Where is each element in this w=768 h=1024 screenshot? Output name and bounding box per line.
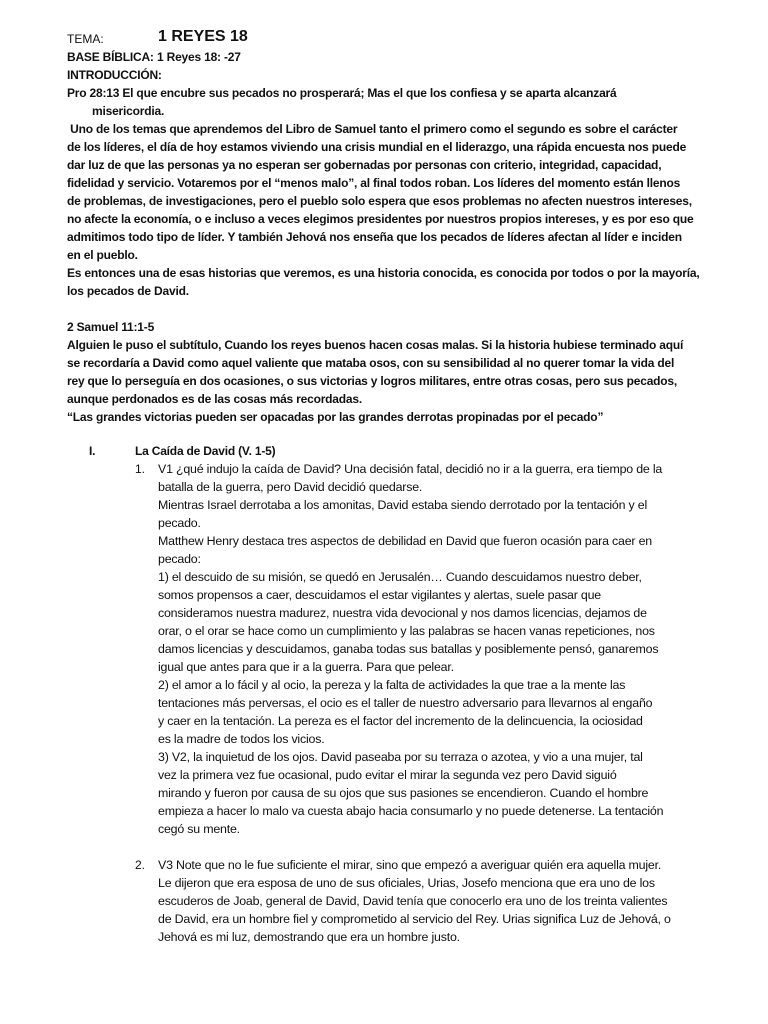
introduccion-heading: INTRODUCCIÓN: [67,68,162,82]
samuel-paragraph-line: aunque perdonados es de las cosas más recordadas. [67,392,362,406]
list-item-line: Mientras Israel derrotaba a los amonitas, David estaba siendo derrotado por la tentación y el [158,498,648,512]
base-biblica-row [67,48,703,66]
base-biblica-value: 1 Reyes 18: -27 [157,50,241,64]
list-item-line: tentaciones más perversas, el ocio es el taller de nuestro adversario para llevarnos al engaño [158,696,653,710]
list-item-number: 2. [135,858,146,872]
tema-row [67,28,703,48]
base-biblica-label: BASE BÍBLICA: [67,50,154,64]
intro-paragraph-line: dar luz de que las personas ya no esperan ser gobernadas por personas con criterio, integridad, capacidad, [67,158,662,172]
list-item-line: batalla de la guerra, pero David decidió quedarse. [158,480,423,494]
intro-paragraph-line: no afecte la economía, o e incluso a veces elegimos presidentes por nuestros propios intereses, y es por eso que [67,212,694,226]
list-item-line: Jehová es mi luz, demostrando que era un hombre justo. [158,930,460,944]
section-number: I. [89,444,96,458]
list-item-line: damos licencias y descuidamos, ganaba todas sus batallas y posiblemente pensó, ganaremos [158,642,659,656]
list-item-line: somos propensos a caer, descuidamos el estar vigilantes y alertas, suele pasar que [158,588,601,602]
list-item-line: cegó su mente. [158,822,240,836]
intro-paragraph-line: Uno de los temas que aprendemos del Libro de Samuel tanto el primero como el segundo es sobre el carácter [67,122,678,136]
list-item [135,856,703,946]
list-item-number: 1. [135,462,146,476]
list-item-line: V3 Note que no le fue suficiente el mirar, sino que empezó a averiguar quién era aquella mujer. [158,858,662,872]
list-item-line: 3) V2, la inquietud de los ojos. David paseaba por su terraza o azotea, y vio a una mujer, tal [158,750,643,764]
list-item-line: 2) el amor a lo fácil y al ocio, la pereza y la falta de actividades la que trae a la mente las [158,678,626,692]
proverb-line: Pro 28:13 El que encubre sus pecados no prosperará; Mas el que los confiesa y se aparta alcanzará [67,86,617,100]
list-item-line: Matthew Henry destaca tres aspectos de debilidad en David que fueron ocasión para caer en [158,534,652,548]
list-item-line: Le dijeron que era esposa de uno de sus oficiales, Urias, Josefo menciona que era uno de los [158,876,655,890]
list-item-line: vez la primera vez fue ocasional, pudo evitar el mirar la segunda vez pero David siguió [158,768,617,782]
samuel-reference: 2 Samuel 11:1-5 [67,320,155,334]
samuel-paragraph-line: se recordaría a David como aquel valiente que mataba osos, con su sensibilidad al no querer tomar la vida del [67,356,675,370]
list-item-line: orar, o el orar se hace como un cumplimiento y las palabras se hacen vanas repeticiones, nos [158,624,655,638]
samuel-paragraph-line: rey que lo perseguía en dos ocasiones, o sus victorias y logros militares, entre otras cosas, pero sus pecados, [67,374,678,388]
intro-paragraph-line: fidelidad y servicio. Votaremos por el “menos malo”, al final todos roban. Los líderes del momento están llenos [67,176,681,190]
proverb-line: misericordia. [92,104,165,118]
intro-paragraph-line: de problemas, de investigaciones, pero el pueblo solo espera que esos problemas no afecten nuestros intereses, [67,194,692,208]
document-page [67,28,703,946]
list-item-line: pecado. [158,516,201,530]
tema-title: 1 REYES 18 [158,28,248,45]
list-item-line: de David, era un hombre fiel y comprometido al servicio del Rey. Urias significa Luz de Jehová, o [158,912,671,926]
intro-closing-line: Es entonces una de esas historias que veremos, es una historia conocida, es conocida por todos o por la mayoría, [67,266,700,280]
list-item-line: es la madre de todos los vicios. [158,732,325,746]
intro-closing-line: los pecados de David. [67,284,189,298]
list-item-line: pecado: [158,552,201,566]
spacer [67,300,703,318]
list-item-line: V1 ¿qué indujo la caída de David? Una decisión fatal, decidió no ir a la guerra, era tiempo de la [158,462,663,476]
list-item-line: igual que antes para que ir a la guerra. Para que pelear. [158,660,454,674]
list-item [135,460,703,838]
intro-paragraph-line: en el pueblo. [67,248,138,262]
list-item-line: empieza a hacer lo malo va cuesta abajo hacia consumarlo y no puede detenerse. La tentación [158,804,664,818]
samuel-paragraph-line: Alguien le puso el subtítulo, Cuando los reyes buenos hacen cosas malas. Si la historia hubiese terminado aquí [67,338,684,352]
list-item-line: 1) el descuido de su misión, se quedó en Jerusalén… Cuando descuidamos nuestro deber, [158,570,642,584]
list-item-line: y caer en la tentación. La pereza es el factor del incremento de la delincuencia, la ociosidad [158,714,643,728]
section-title: La Caída de David (V. 1-5) [135,444,276,458]
section-heading [67,442,703,460]
list-item-line: consideramos nuestra madurez, nuestra vida devocional y nos damos licencias, dejamos de [158,606,647,620]
key-quote: “Las grandes victorias pueden ser opacadas por las grandes derrotas propinadas por el pecado” [67,410,604,424]
intro-paragraph-line: admitimos todo tipo de líder. Y también Jehová nos enseña que los pecados de líderes afectan al líder e inciden [67,230,682,244]
list-item-line: escuderos de Joab, general de David, David tenía que conocerlo era uno de los treinta valientes [158,894,668,908]
intro-paragraph-line: de los líderes, el día de hoy estamos viviendo una crisis mundial en el liderazgo, una rápida encuesta nos puede [67,140,687,154]
tema-label: TEMA: [67,32,104,46]
list-item-line: mirando y fueron por causa de su ojos que sus pasiones se encendieron. Cuando el hombre [158,786,649,800]
